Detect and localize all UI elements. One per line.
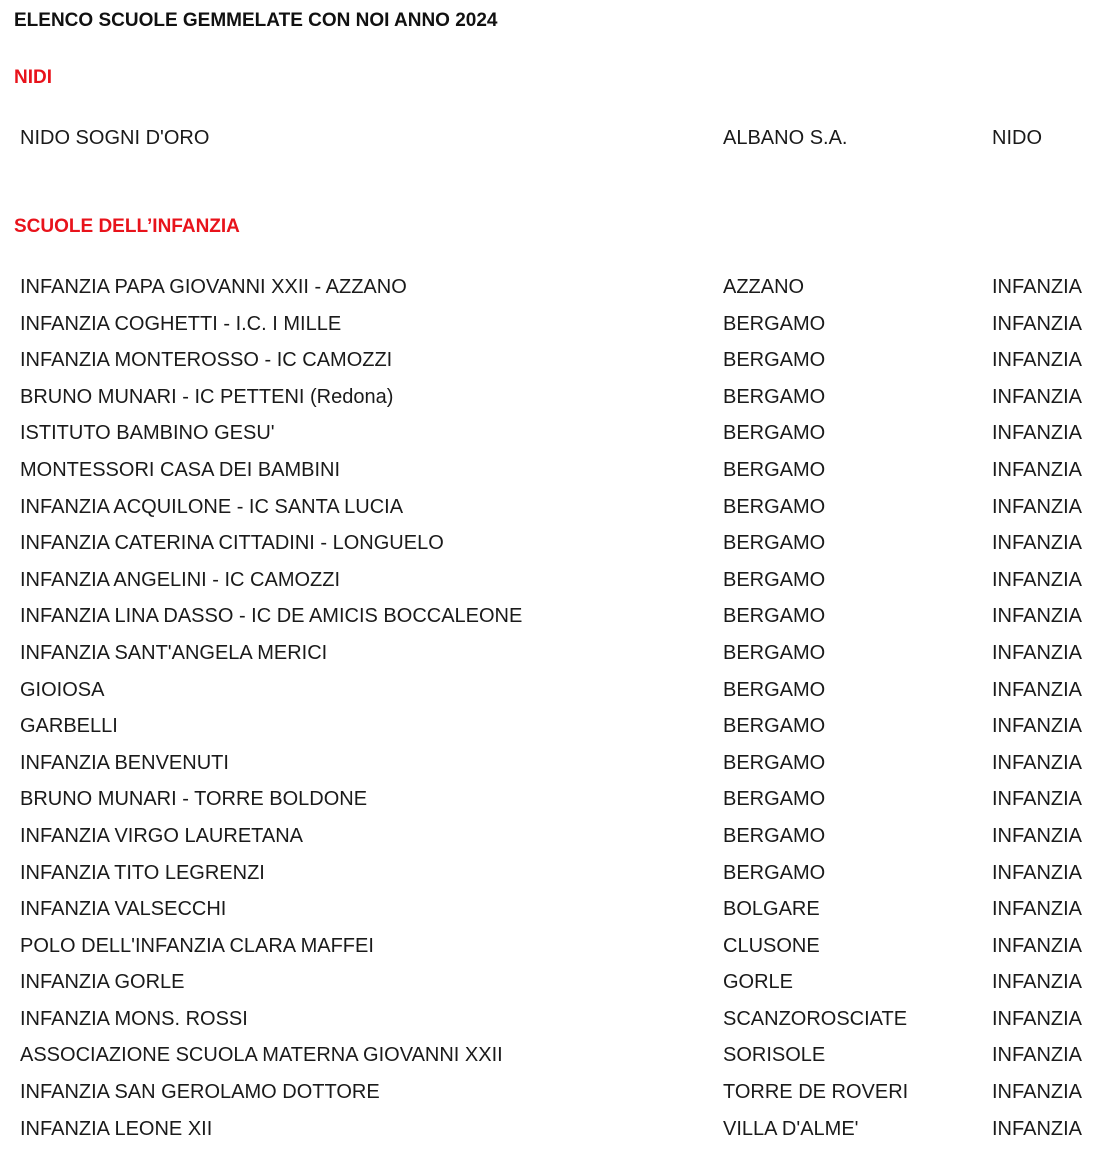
school-type: INFANZIA [992, 349, 1083, 372]
school-type: INFANZIA [992, 788, 1083, 811]
school-city: BERGAMO [723, 605, 826, 628]
school-type: INFANZIA [992, 385, 1083, 408]
school-name: INFANZIA SAN GEROLAMO DOTTORE [20, 1081, 380, 1104]
school-city: BERGAMO [723, 349, 826, 372]
school-name: INFANZIA MONS. ROSSI [20, 1007, 248, 1030]
school-type: INFANZIA [992, 751, 1083, 774]
school-city: TORRE DE ROVERI [723, 1081, 909, 1104]
school-city: CLUSONE [723, 934, 820, 957]
table-row [0, 342, 1104, 379]
school-type: INFANZIA [992, 898, 1083, 921]
table-row [0, 1001, 1104, 1038]
table-row [0, 415, 1104, 452]
school-name: INFANZIA TITO LEGRENZI [20, 861, 265, 884]
school-name: INFANZIA LEONE XII [20, 1117, 213, 1140]
document-title: ELENCO SCUOLE GEMMELATE CON NOI ANNO 2024 [14, 10, 498, 31]
school-type: INFANZIA [992, 934, 1083, 957]
school-type: INFANZIA [992, 678, 1083, 701]
table-row [0, 891, 1104, 928]
school-name: BRUNO MUNARI - TORRE BOLDONE [20, 788, 368, 811]
school-name: BRUNO MUNARI - IC PETTENI (Redona) [20, 385, 394, 408]
school-name: INFANZIA ACQUILONE - IC SANTA LUCIA [20, 495, 404, 518]
school-name: INFANZIA VALSECCHI [20, 898, 227, 921]
school-type: INFANZIA [992, 1044, 1083, 1067]
school-city: BERGAMO [723, 641, 826, 664]
school-name: GARBELLI [20, 715, 118, 738]
school-city: BERGAMO [723, 385, 826, 408]
school-city: BERGAMO [723, 788, 826, 811]
school-type: INFANZIA [992, 1081, 1083, 1104]
school-name: INFANZIA CATERINA CITTADINI - LONGUELO [20, 532, 444, 555]
table-row [0, 306, 1104, 343]
school-name: INFANZIA COGHETTI - I.C. I MILLE [20, 312, 342, 335]
school-type: INFANZIA [992, 532, 1083, 555]
table-row [0, 562, 1104, 599]
table-row [0, 708, 1104, 745]
school-type: INFANZIA [992, 861, 1083, 884]
school-type: INFANZIA [992, 568, 1083, 591]
school-name: INFANZIA LINA DASSO - IC DE AMICIS BOCCALEONE [20, 605, 523, 628]
table-row [0, 928, 1104, 965]
school-type: INFANZIA [992, 824, 1083, 847]
school-name: INFANZIA GORLE [20, 971, 185, 994]
table-row [0, 1074, 1104, 1111]
school-city: BERGAMO [723, 678, 826, 701]
school-city: BERGAMO [723, 824, 826, 847]
school-city: BERGAMO [723, 861, 826, 884]
school-name: INFANZIA PAPA GIOVANNI XXII - AZZANO [20, 276, 407, 298]
table-row [0, 855, 1104, 892]
school-city: SCANZOROSCIATE [723, 1007, 908, 1030]
school-city: BERGAMO [723, 422, 826, 445]
school-name: POLO DELL'INFANZIA CLARA MAFFEI [20, 934, 374, 957]
school-name: INFANZIA MONTEROSSO - IC CAMOZZI [20, 349, 393, 372]
table-row [0, 452, 1104, 489]
school-type: INFANZIA [992, 971, 1083, 994]
table-row [0, 598, 1104, 635]
school-type: INFANZIA [992, 276, 1083, 298]
table-row [0, 489, 1104, 526]
section-heading-infanzia: SCUOLE DELL’INFANZIA [14, 216, 240, 237]
school-type: INFANZIA [992, 715, 1083, 738]
table-row [0, 525, 1104, 562]
infanzia-table [0, 269, 1104, 1147]
school-name: INFANZIA ANGELINI - IC CAMOZZI [20, 568, 341, 591]
table-row [0, 379, 1104, 416]
school-city: BERGAMO [723, 532, 826, 555]
school-name: INFANZIA SANT'ANGELA MERICI [20, 641, 328, 664]
school-city: BERGAMO [723, 495, 826, 518]
school-city: SORISOLE [723, 1044, 826, 1067]
school-type: INFANZIA [992, 641, 1083, 664]
table-row [0, 745, 1104, 782]
school-name: MONTESSORI CASA DEI BAMBINI [20, 458, 341, 481]
table-row [0, 635, 1104, 672]
school-city: VILLA D'ALME' [723, 1117, 859, 1140]
school-type: INFANZIA [992, 495, 1083, 518]
table-row [0, 1111, 1104, 1148]
table-row [0, 781, 1104, 818]
table-row [0, 120, 1104, 156]
table-row [0, 269, 1104, 306]
school-type: INFANZIA [992, 1007, 1083, 1030]
table-row [0, 672, 1104, 709]
school-city: ALBANO S.A. [723, 127, 848, 149]
school-city: BERGAMO [723, 312, 826, 335]
table-row [0, 818, 1104, 855]
school-type: INFANZIA [992, 1117, 1083, 1140]
school-city: GORLE [723, 971, 794, 994]
school-city: BERGAMO [723, 458, 826, 481]
school-name: INFANZIA VIRGO LAURETANA [20, 824, 304, 847]
school-city: BOLGARE [723, 898, 820, 921]
school-type: INFANZIA [992, 312, 1083, 335]
school-city: AZZANO [723, 276, 805, 298]
school-name: NIDO SOGNI D'ORO [20, 127, 210, 149]
table-row [0, 964, 1104, 1001]
school-city: BERGAMO [723, 568, 826, 591]
school-type: INFANZIA [992, 458, 1083, 481]
school-city: BERGAMO [723, 715, 826, 738]
school-name: ISTITUTO BAMBINO GESU' [20, 422, 275, 445]
school-type: NIDO [992, 127, 1042, 149]
section-heading-nidi: NIDI [14, 67, 52, 88]
school-name: GIOIOSA [20, 678, 105, 701]
school-type: INFANZIA [992, 605, 1083, 628]
school-type: INFANZIA [992, 422, 1083, 445]
school-name: ASSOCIAZIONE SCUOLA MATERNA GIOVANNI XXII [20, 1044, 503, 1067]
school-name: INFANZIA BENVENUTI [20, 751, 229, 774]
school-city: BERGAMO [723, 751, 826, 774]
table-row [0, 1037, 1104, 1074]
